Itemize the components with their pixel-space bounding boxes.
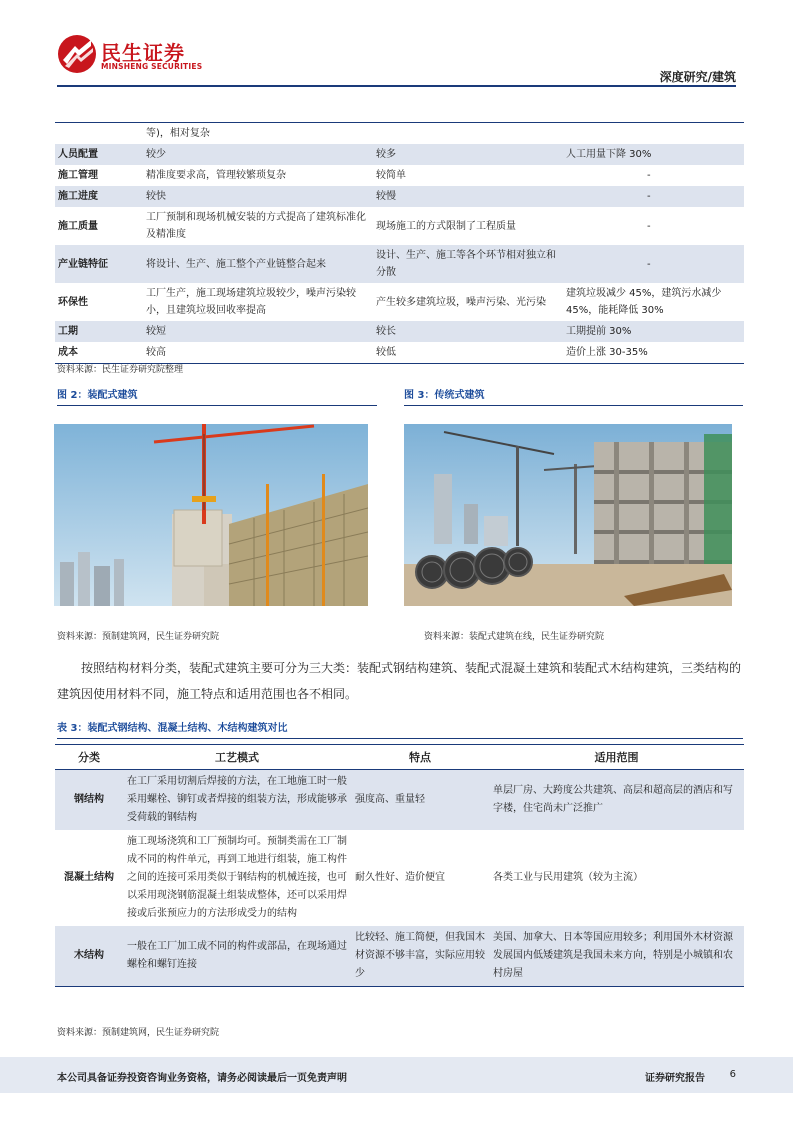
row-header: 成本 [55, 342, 143, 364]
table-row [55, 165, 744, 186]
table-row [55, 144, 744, 165]
table-row [55, 245, 744, 283]
table-cell: 工期提前 30% [563, 321, 744, 342]
structure-comparison-table [55, 744, 744, 987]
table3-caption: 表 3：装配式钢结构、混凝土结构、木结构建筑对比 [57, 723, 288, 734]
report-section-label: 深度研究/建筑 [659, 70, 736, 84]
column-header: 特点 [351, 745, 489, 770]
table-cell: 工厂生产，施工现场建筑垃圾较少，噪声污染较小，且建筑垃圾回收率提高 [146, 288, 356, 316]
table-cell: - [563, 186, 744, 207]
table-cell: 精准度要求高，管理较繁琐复杂 [146, 170, 286, 181]
paragraph-text: 按照结构材料分类，装配式建筑主要可分为三大类：装配式钢结构建筑、装配式混凝土建筑和装配式木结构建筑，三类结构的建筑因使用材料不同，施工特点和适用范围也各不相同。 [57, 661, 742, 701]
table-row [55, 321, 744, 342]
table-cell: 强度高、重量轻 [351, 770, 489, 831]
header-divider [57, 85, 736, 87]
table-cell: 较简单 [376, 170, 406, 181]
prefab-building-image [54, 424, 368, 606]
row-header: 工期 [55, 321, 143, 342]
logo-english-name: MINSHENG SECURITIES [101, 62, 203, 71]
table3-source: 资料来源：预制建筑网，民生证券研究院 [57, 1028, 220, 1038]
table-cell: 较低 [373, 342, 563, 364]
figure2-source: 资料来源：预制建筑网，民生证券研究院 [57, 632, 220, 642]
comparison-table-continued [55, 122, 744, 364]
table-cell: 耐久性好、造价便宜 [355, 872, 445, 883]
figure2-caption: 图 2：装配式建筑 [57, 390, 138, 401]
table-cell: 单层厂房、大跨度公共建筑、高层和超高层的酒店和写字楼，住宅尚未广泛推广 [489, 770, 744, 831]
table-cell: 等)，相对复杂 [146, 128, 210, 139]
column-header: 分类 [55, 745, 123, 770]
table-cell: 较长 [373, 321, 563, 342]
table-header-row [55, 745, 744, 770]
table-row [55, 186, 744, 207]
row-header: 产业链特征 [55, 245, 143, 283]
table3-caption-divider [57, 738, 743, 739]
row-header: 环保性 [58, 296, 88, 308]
table-row [55, 926, 744, 987]
table-cell: 较高 [143, 342, 373, 364]
company-logo [57, 34, 207, 76]
table-cell: - [563, 245, 744, 283]
table-cell: 建筑垃圾减少 45%，建筑污水减少 45%，能耗降低 30% [566, 288, 722, 316]
row-header: 施工管理 [58, 170, 98, 181]
table1-source: 资料来源：民生证券研究院整理 [57, 365, 184, 375]
row-header: 人员配置 [55, 144, 143, 165]
table-cell: 比较轻、施工简便，但我国木材资源不够丰富，实际应用较少 [351, 926, 489, 987]
table-cell: 在工厂采用切割后焊接的方法，在工地施工时一般采用螺栓、铆钉或者焊接的组装方法，形成能够承受荷载的钢结构 [123, 770, 351, 831]
table-cell: 较多 [373, 144, 563, 165]
row-header: 混凝土结构 [64, 872, 114, 883]
row-header: 施工进度 [55, 186, 143, 207]
table-cell: 产生较多建筑垃圾，噪声污染、光污染 [376, 296, 546, 308]
figure3-divider [404, 405, 743, 406]
table-cell: 人工用量下降 30% [563, 144, 744, 165]
table-cell: 将设计、生产、施工整个产业链整合起来 [143, 245, 373, 283]
row-header: 施工质量 [58, 220, 98, 232]
table-row [55, 207, 744, 245]
minsheng-logo-icon [57, 34, 97, 74]
table-cell: 现场施工的方式限制了工程质量 [376, 220, 516, 232]
column-header: 工艺模式 [123, 745, 351, 770]
figure2-divider [57, 405, 377, 406]
table-row [55, 770, 744, 831]
logo-chinese-name: 民生证券 [101, 41, 185, 65]
traditional-building-photo [404, 424, 732, 606]
table-cell: 较少 [143, 144, 373, 165]
prefab-building-photo [54, 424, 368, 606]
table-cell: 较快 [143, 186, 373, 207]
row-header: 钢结构 [55, 770, 123, 831]
body-paragraph [57, 655, 743, 707]
table-row [55, 342, 744, 364]
table-cell: 施工现场浇筑和工厂预制均可。预制类需在工厂制成不同的构件单元，再到工地进行组装，施工构件之间的连接可采用类似于钢结构的机械连接，也可以采用现浇钢筋混凝土组装成整体，还可以采用焊接或后张预应力的方法形成受力的结构 [127, 836, 347, 919]
footer-report-type: 证券研究报告 [645, 1073, 705, 1084]
table-cell: 各类工业与民用建筑（较为主流） [493, 872, 643, 883]
row-header: 木结构 [55, 926, 123, 987]
traditional-building-image [404, 424, 732, 606]
figure3-caption: 图 3：传统式建筑 [404, 390, 485, 401]
table-row [55, 123, 744, 145]
table-cell: 美国、加拿大、日本等国应用较多；利用国外木材资源发展国内低矮建筑是我国未来方向，特别是小城镇和农村房屋 [489, 926, 744, 987]
table-cell: - [647, 170, 651, 181]
table-cell: 设计、生产、施工等各个环节相对独立和分散 [373, 245, 563, 283]
page-number: 6 [729, 1069, 736, 1080]
figure3-source: 资料来源：装配式建筑在线，民生证券研究院 [424, 632, 605, 642]
table-cell: 较短 [143, 321, 373, 342]
table-row [55, 283, 744, 321]
footer-disclaimer: 本公司具备证券投资咨询业务资格，请务必阅读最后一页免责声明 [57, 1073, 347, 1084]
table-cell: - [647, 220, 651, 232]
table-cell: 工厂预制和现场机械安装的方式提高了建筑标准化及精准度 [146, 212, 366, 240]
table-cell: 一般在工厂加工成不同的构件或部品，在现场通过螺栓和螺钉连接 [123, 926, 351, 987]
table-cell: 较慢 [373, 186, 563, 207]
table-row [55, 830, 744, 926]
column-header: 适用范围 [489, 745, 744, 770]
table-cell: 造价上涨 30-35% [563, 342, 744, 364]
